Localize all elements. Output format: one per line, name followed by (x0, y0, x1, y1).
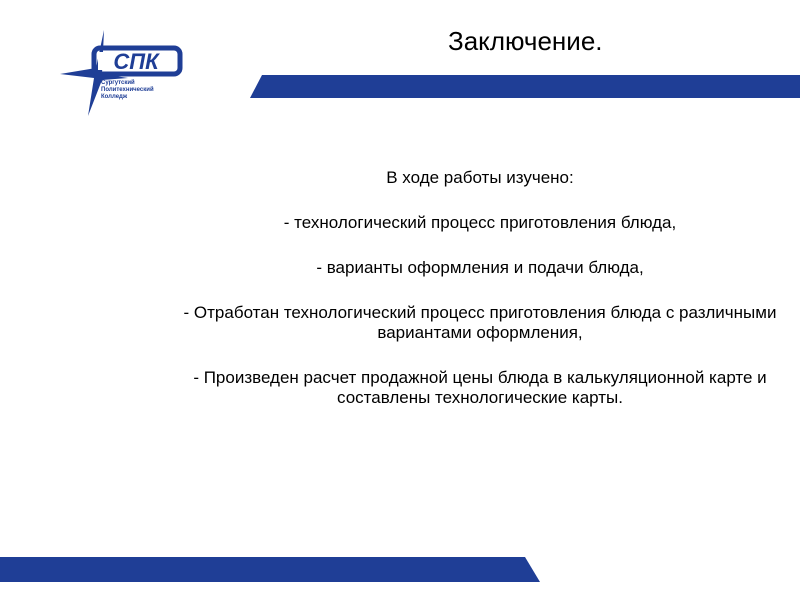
college-logo (58, 28, 188, 116)
content-item-3: - Отработан технологический процесс приготовления блюда с различными вариантами оформления, (183, 303, 777, 342)
slide-title: Заключение. (448, 26, 603, 56)
bottom-blue-band (0, 557, 540, 582)
logo-abbr: СПК (113, 49, 159, 74)
top-blue-band (250, 75, 800, 98)
logo-line-2: Политехнический (101, 87, 154, 93)
content-item-1: - технологический процесс приготовления блюда, (283, 213, 677, 232)
slide-content (180, 168, 780, 408)
logo-line-1: Сургутский (101, 80, 135, 86)
content-item-4: - Произведен расчет продажной цены блюда в калькуляционной карте и составлены технологические карты. (193, 368, 767, 407)
logo-line-3: Колледж (101, 94, 128, 100)
content-heading: В ходе работы изучено: (386, 168, 574, 187)
content-item-2: - варианты оформления и подачи блюда, (316, 258, 644, 277)
logo-caption (101, 80, 154, 101)
